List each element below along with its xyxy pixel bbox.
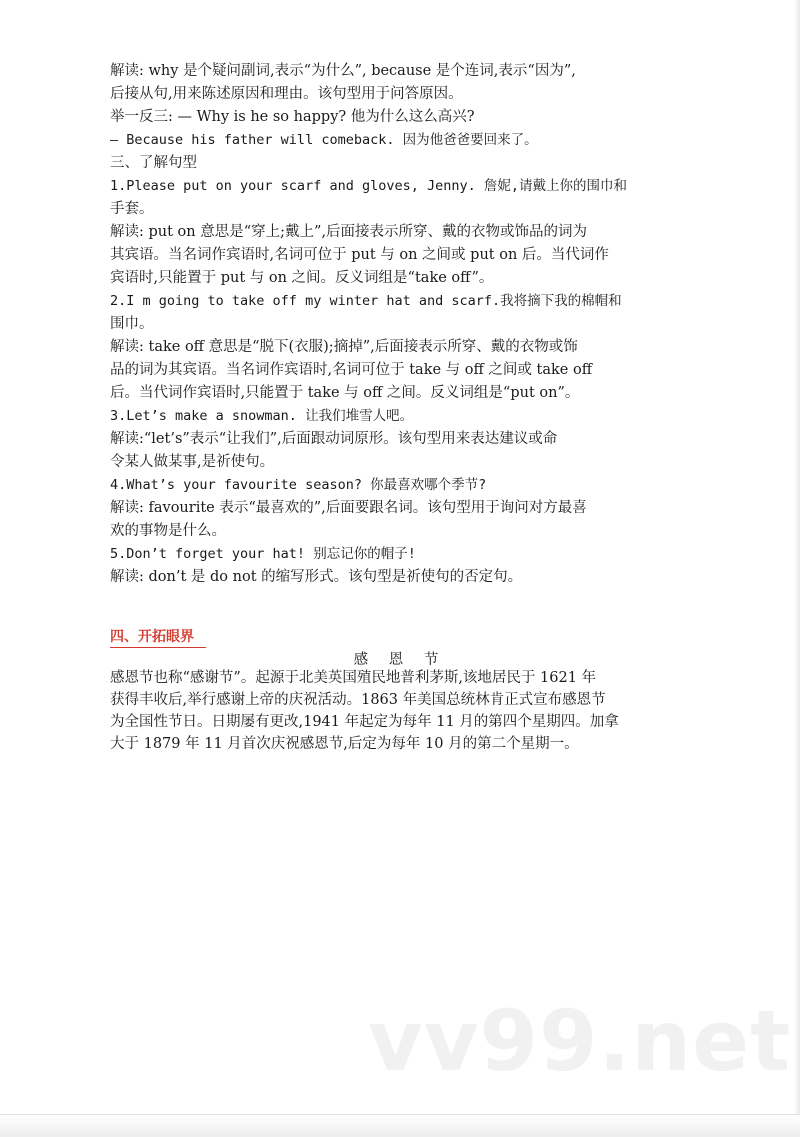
text-line: 解读: put on 意思是“穿上;戴上”,后面接表示所穿、戴的衣物或饰品的词为 (110, 224, 588, 240)
text-line: 品的词为其宾语。当名词作宾语时,名词可位于 take 与 off 之间或 take off (110, 362, 593, 378)
sentence-5: 5.Don’t forget your hat! 别忘记你的帽子! (110, 546, 416, 562)
article-line: 获得丰收后,举行感谢上帝的庆祝活动。1863 年美国总统林肯正式宣布感恩节 (110, 692, 606, 708)
text-line: 后接从句,用来陈述原因和理由。该句型用于问答原因。 (110, 86, 463, 102)
text-line: 解读: favourite 表示“最喜欢的”,后面要跟名词。该句型用于询问对方最喜 (110, 500, 587, 516)
sentence-2: 2.I m going to take off my winter hat and scarf.我将摘下我的棉帽和 (110, 293, 622, 309)
text-line: 解读: why 是个疑问副词,表示“为什么”, because 是个连词,表示“因为”, (110, 63, 576, 79)
text-line: 令某人做某事,是祈使句。 (110, 454, 275, 470)
text-line: — Because his father will comeback. 因为他爸爸要回来了。 (110, 132, 538, 148)
article-line: 感恩节也称“感谢节”。起源于北美英国殖民地普利茅斯,该地居民于 1621 年 (110, 670, 597, 686)
subsection-heading: 三、了解句型 (110, 155, 197, 171)
text-line: 围巾。 (110, 316, 154, 332)
text-line: 解读: don’t 是 do not 的缩写形式。该句型是祈使句的否定句。 (110, 569, 523, 585)
article-body (110, 667, 688, 755)
watermark: vv99.net (368, 992, 792, 1090)
text-line: 解读:“let’s”表示“让我们”,后面跟动词原形。该句型用来表达建议或命 (110, 431, 558, 447)
text-line: 其宾语。当名词作宾语时,名词可位于 put 与 on 之间或 put on 后。当代词作 (110, 247, 609, 263)
text-line: 欢的事物是什么。 (110, 523, 226, 539)
sentence-4: 4.What’s your favourite season? 你最喜欢哪个季节? (110, 477, 487, 493)
text-line: 举一反三: — Why is he so happy? 他为什么这么高兴? (110, 109, 475, 125)
body-text (110, 60, 688, 589)
article-line: 为全国性节日。日期屡有更改,1941 年起定为每年 11 月的第四个星期四。加拿 (110, 714, 619, 730)
article-line: 大于 1879 年 11 月首次庆祝感恩节,后定为每年 10 月的第二个星期一。 (110, 736, 579, 752)
text-line: 后。当代词作宾语时,只能置于 take 与 off 之间。反义词组是“put on”。 (110, 385, 580, 401)
section-heading: 四、开拓眼界 (110, 626, 206, 648)
article-title: 感 恩 节 (353, 652, 447, 668)
page-edge-bottom (0, 1114, 800, 1137)
sentence-3: 3.Let’s make a snowman. 让我们堆雪人吧。 (110, 408, 414, 424)
text-line: 宾语时,只能置于 put 与 on 之间。反义词组是“take off”。 (110, 270, 494, 286)
text-line: 手套。 (110, 201, 154, 217)
sentence-1: 1.Please put on your scarf and gloves, Jenny. 詹妮,请戴上你的围巾和 (110, 178, 628, 194)
page-edge-right (794, 0, 800, 1137)
text-line: 解读: take off 意思是“脱下(衣服);摘掉”,后面接表示所穿、戴的衣物或饰 (110, 339, 578, 355)
